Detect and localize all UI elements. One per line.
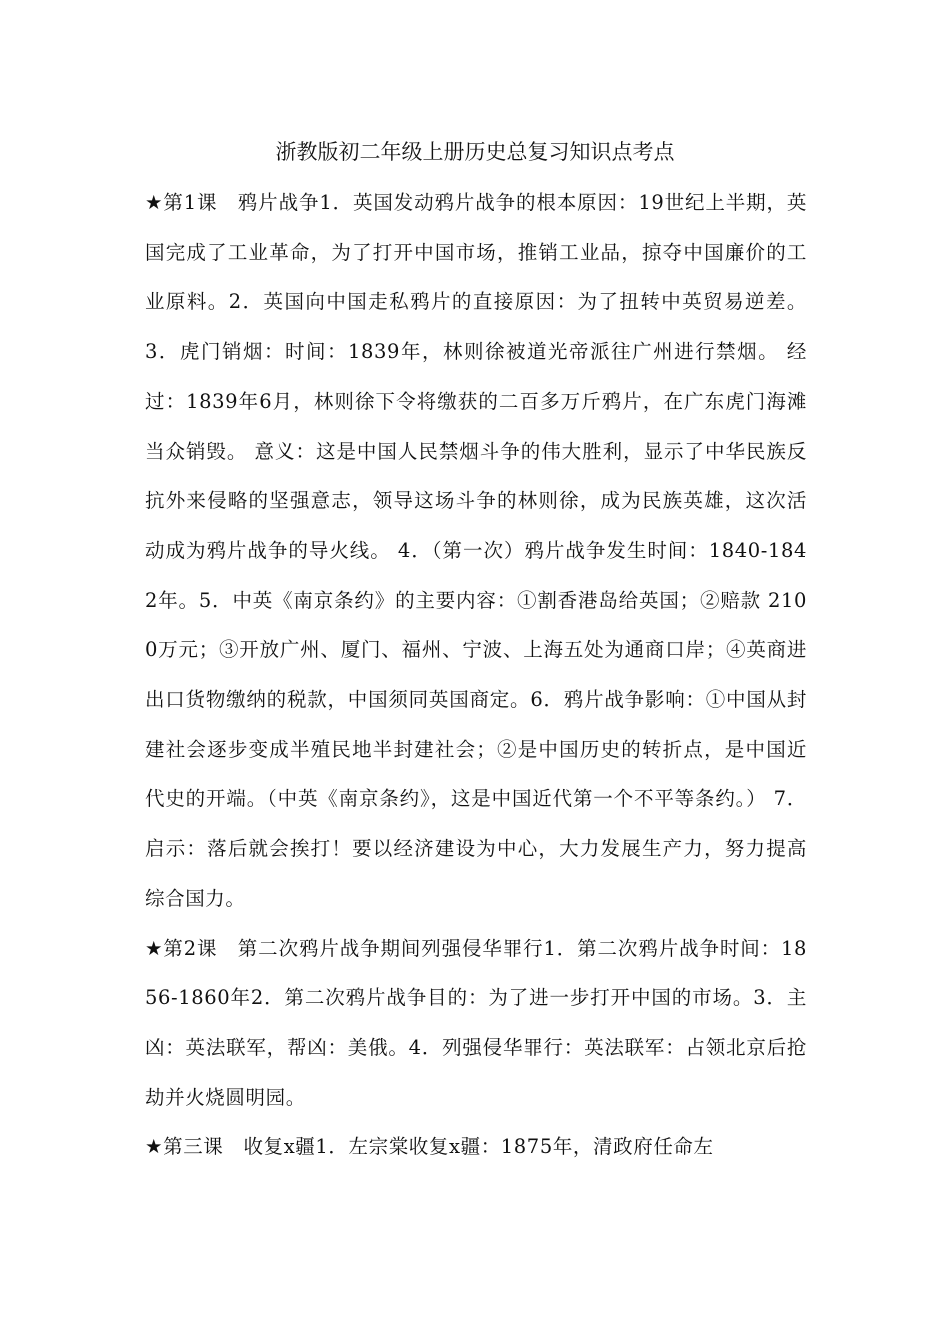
paragraph-text: 第三课 收复x疆1．左宗棠收复x疆：1875年，清政府任命左 [163, 1135, 714, 1159]
star-icon: ★ [145, 191, 164, 214]
document-title: 浙教版初二年级上册历史总复习知识点考点 [275, 140, 675, 164]
paragraph-text: 第2课 第二次鸦片战争期间列强侵华罪行1．第二次鸦片战争时间：1856-1860年2．第二次鸦片战争目的：为了进一步打开中国的市场。3．主凶：英法联军，帮凶：美俄。4．列强侵华罪行：英法联军：占领北京后抢劫并火烧圆明园。 [145, 936, 807, 1109]
paragraph-lesson-2 [145, 924, 807, 1123]
paragraph-text: 第1课 鸦片战争1．英国发动鸦片战争的根本原因：19世纪上半期，英国完成了工业革命，为了打开中国市场，推销工业品，掠夺中国廉价的工业原料。2．英国向中国走私鸦片的直接原因：为了扭转中英贸易逆差。 3．虎门销烟：时间：1839年，林则徐被道光帝派往广州进行禁烟。 经过：1839年6月，林则徐下令将缴获的二百多万斤鸦片，在广东虎门海滩当众销毁。 意义：这是中国人民禁烟斗争的伟大胜利，显示了中华民族反抗外来侵略的坚强意志，领导这场斗争的林则徐，成为民族英雄，这次活动成为鸦片战争的导火线。 4．（第一次）鸦片战争发生时间：1840-1842年。5．中英《南京条约》的主要内容：①割香港岛给英国；②赔款 2100万元；③开放广州、厦门、福州、宁波、上海五处为通商口岸；④英商进出口货物缴纳的税款，中国须同英国商定。6．鸦片战争影响：①中国从封建社会逐步变成半殖民地半封建社会；②是中国历史的转折点，是中国近代史的开端。（中英《南京条约》，这是中国近代第一个不平等条约。） 7．启示：落后就会挨打！要以经济建设为中心，大力发展生产力，努力提高综合国力。 [145, 191, 807, 910]
star-icon: ★ [145, 936, 164, 960]
paragraph-lesson-1 [145, 178, 807, 924]
star-icon: ★ [145, 1135, 164, 1159]
document-body [145, 178, 807, 1172]
paragraph-lesson-3 [145, 1122, 807, 1172]
